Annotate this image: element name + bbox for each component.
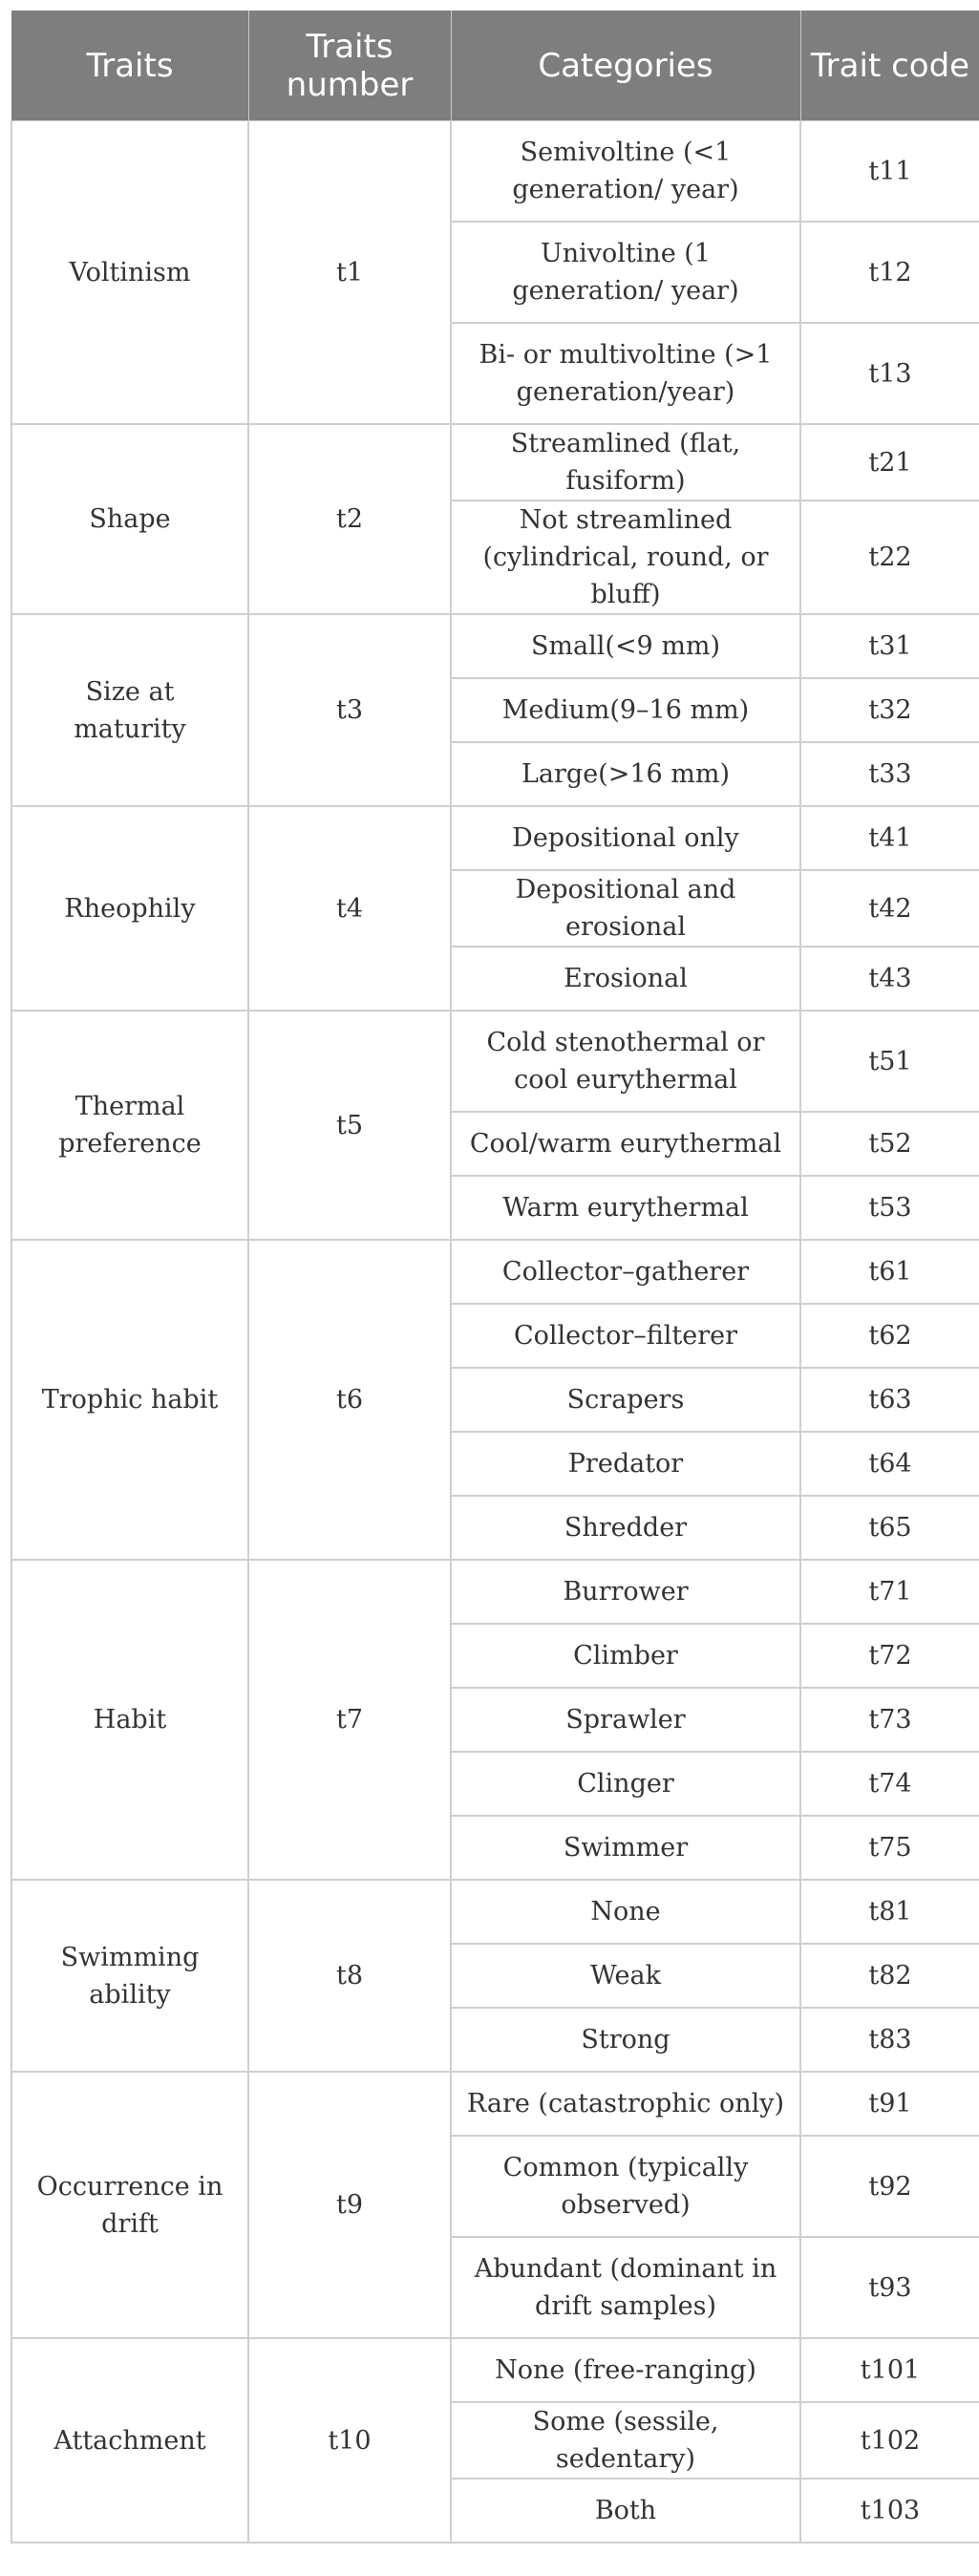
header-traits: Traits [11,11,248,121]
code-cell: t63 [800,1368,979,1432]
code-cell: t103 [800,2479,979,2543]
category-cell: Burrower [451,1560,800,1624]
category-cell: Scrapers [451,1368,800,1432]
category-cell: Rare (catastrophic only) [451,2072,800,2136]
code-cell: t33 [800,742,979,806]
trait-number: t6 [248,1240,451,1560]
code-cell: t21 [800,424,979,500]
trait-name: Attachment [11,2338,248,2543]
code-cell: t51 [800,1011,979,1112]
trait-number: t2 [248,424,451,614]
category-cell: Medium(9–16 mm) [451,678,800,742]
trait-name: Size at maturity [11,614,248,806]
category-cell: Cool/warm eurythermal [451,1112,800,1176]
code-cell: t83 [800,2008,979,2072]
code-cell: t11 [800,121,979,223]
code-cell: t32 [800,678,979,742]
table-row [11,2072,979,2136]
table-row [11,806,979,870]
code-cell: t62 [800,1304,979,1368]
table-row [11,1240,979,1304]
code-cell: t53 [800,1176,979,1240]
code-cell: t52 [800,1112,979,1176]
category-cell: Collector–gatherer [451,1240,800,1304]
category-cell: Small(<9 mm) [451,614,800,678]
code-cell: t91 [800,2072,979,2136]
category-cell: Shredder [451,1496,800,1560]
trait-number: t9 [248,2072,451,2338]
trait-name: Rheophily [11,806,248,1011]
category-cell: Not streamlined (cylindrical, round, or bluff) [451,500,800,614]
category-cell: Clinger [451,1752,800,1816]
code-cell: t73 [800,1688,979,1752]
category-cell: None [451,1880,800,1944]
trait-name: Swimming ability [11,1880,248,2072]
trait-number: t3 [248,614,451,806]
category-cell: Erosional [451,947,800,1011]
table-body [11,121,979,2544]
category-cell: Semivoltine (<1 generation/ year) [451,121,800,223]
code-cell: t12 [800,222,979,323]
code-cell: t72 [800,1624,979,1688]
category-cell: Depositional and erosional [451,870,800,947]
table-row [11,121,979,223]
trait-name: Trophic habit [11,1240,248,1560]
code-cell: t42 [800,870,979,947]
table-container [11,11,979,2544]
category-cell: Climber [451,1624,800,1688]
trait-number: t7 [248,1560,451,1880]
code-cell: t92 [800,2136,979,2237]
code-cell: t71 [800,1560,979,1624]
code-cell: t82 [800,1944,979,2008]
table-row [11,1880,979,1944]
trait-number: t1 [248,121,451,425]
header-row [11,11,979,121]
category-cell: Abundant (dominant in drift samples) [451,2237,800,2338]
trait-name: Habit [11,1560,248,1880]
table-header [11,11,979,121]
category-cell: None (free-ranging) [451,2338,800,2402]
code-cell: t64 [800,1432,979,1496]
trait-name: Shape [11,424,248,614]
table-row [11,1011,979,1112]
trait-number: t4 [248,806,451,1011]
trait-name: Voltinism [11,121,248,425]
trait-number: t5 [248,1011,451,1240]
code-cell: t22 [800,500,979,614]
header-traits-number: Traits number [248,11,451,121]
category-cell: Sprawler [451,1688,800,1752]
traits-table [11,11,979,2544]
category-cell: Swimmer [451,1816,800,1880]
category-cell: Warm eurythermal [451,1176,800,1240]
table-row [11,2338,979,2402]
category-cell: Collector–filterer [451,1304,800,1368]
code-cell: t81 [800,1880,979,1944]
code-cell: t101 [800,2338,979,2402]
table-row [11,1560,979,1624]
category-cell: Large(>16 mm) [451,742,800,806]
code-cell: t43 [800,947,979,1011]
code-cell: t75 [800,1816,979,1880]
category-cell: Common (typically observed) [451,2136,800,2237]
code-cell: t13 [800,323,979,424]
category-cell: Both [451,2479,800,2543]
category-cell: Bi- or multivoltine (>1 generation/year) [451,323,800,424]
trait-name: Occurrence in drift [11,2072,248,2338]
code-cell: t31 [800,614,979,678]
code-cell: t65 [800,1496,979,1560]
trait-number: t10 [248,2338,451,2543]
table-row [11,424,979,500]
category-cell: Some (sessile, sedentary) [451,2402,800,2479]
category-cell: Depositional only [451,806,800,870]
code-cell: t41 [800,806,979,870]
trait-number: t8 [248,1880,451,2072]
table-row [11,614,979,678]
category-cell: Streamlined (flat, fusiform) [451,424,800,500]
category-cell: Strong [451,2008,800,2072]
category-cell: Cold stenothermal or cool eurythermal [451,1011,800,1112]
code-cell: t74 [800,1752,979,1816]
header-categories: Categories [451,11,800,121]
category-cell: Univoltine (1 generation/ year) [451,222,800,323]
category-cell: Weak [451,1944,800,2008]
trait-name: Thermal preference [11,1011,248,1240]
code-cell: t61 [800,1240,979,1304]
header-trait-code: Trait code [800,11,979,121]
category-cell: Predator [451,1432,800,1496]
code-cell: t102 [800,2402,979,2479]
code-cell: t93 [800,2237,979,2338]
